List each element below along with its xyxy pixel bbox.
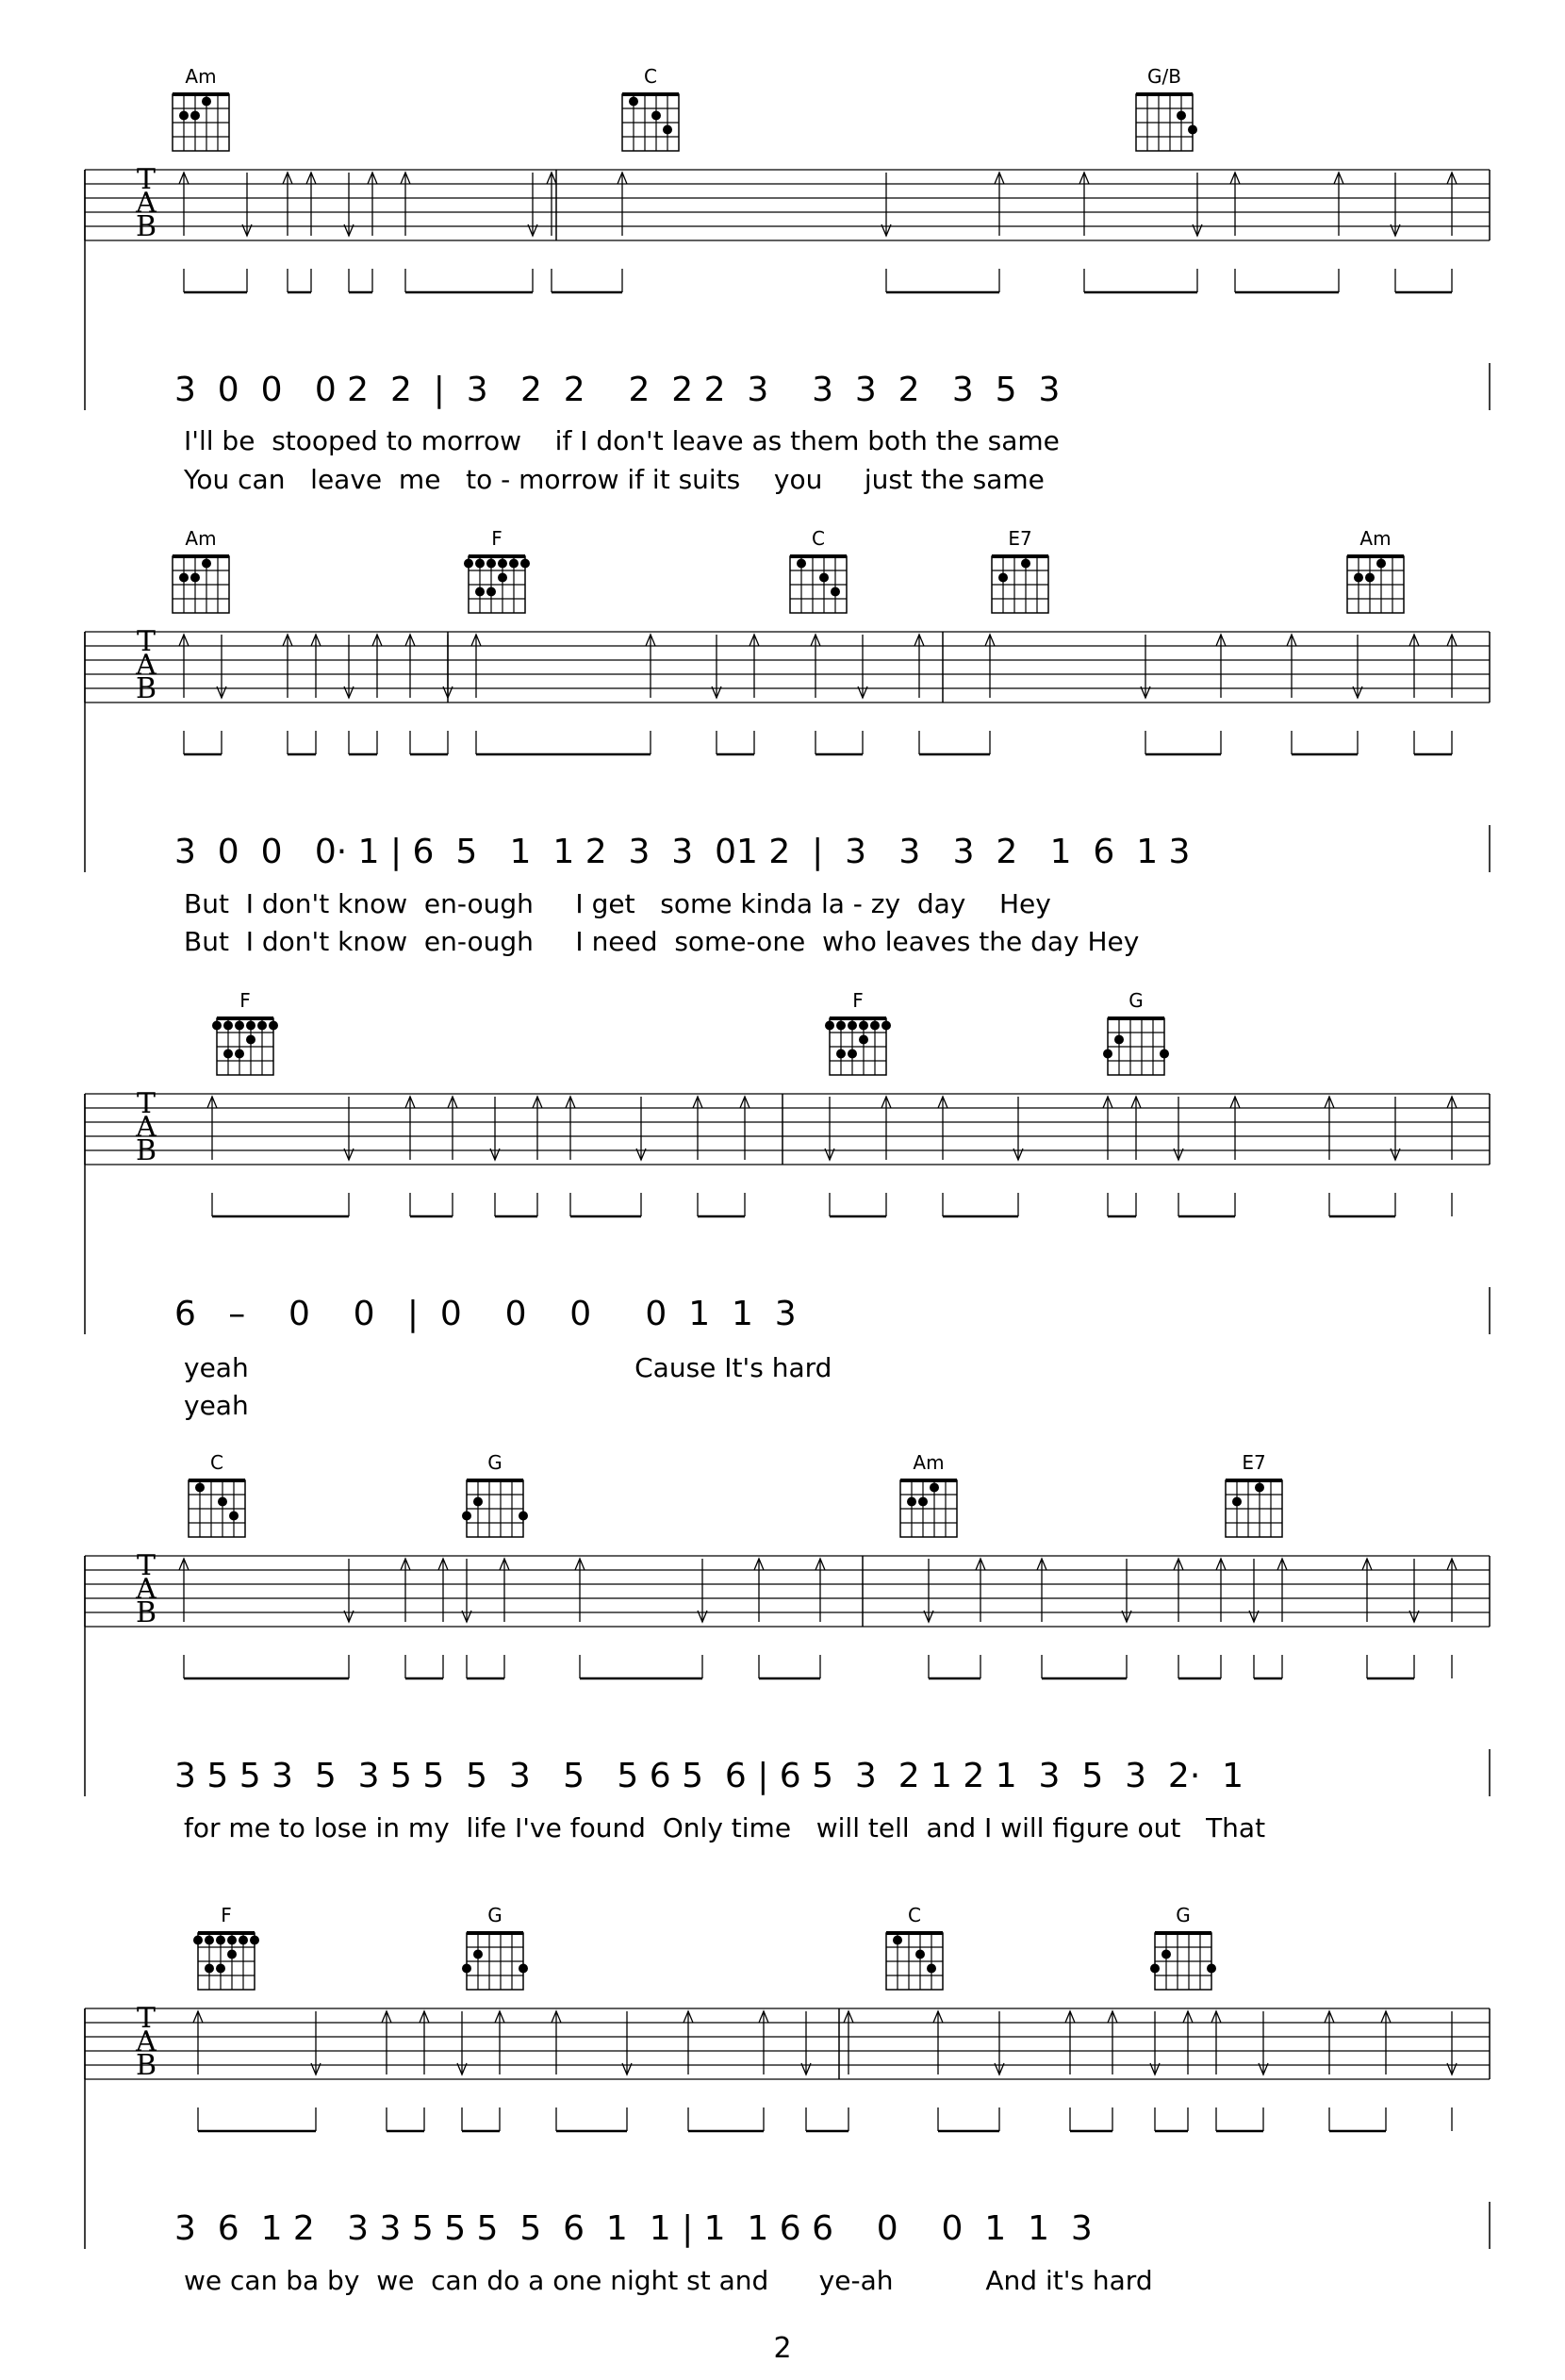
lyric-line: But I don't know en-ough I need some-one who leaves the day Hey xyxy=(184,926,1140,957)
finger-dot xyxy=(1103,1050,1112,1059)
chord-name: C xyxy=(812,527,825,550)
lyric-line: But I don't know en-ough I get some kinda la - zy day Hey xyxy=(184,888,1051,919)
finger-dot xyxy=(520,559,530,569)
finger-dot xyxy=(998,573,1008,583)
finger-dot xyxy=(239,1936,248,1945)
finger-dot xyxy=(893,1936,902,1945)
finger-dot xyxy=(257,1021,267,1031)
finger-dot xyxy=(1255,1483,1264,1493)
finger-dot xyxy=(193,1936,203,1945)
finger-dot xyxy=(223,1021,233,1031)
finger-dot xyxy=(202,97,211,107)
finger-dot xyxy=(831,587,840,597)
chord-name: G/B xyxy=(1147,65,1181,88)
finger-dot xyxy=(269,1021,278,1031)
jianpu-notation: 3 6 1 2 3 3 5 5 5 5 6 1 1 | 1 1 6 6 0 0 1 1 3 xyxy=(174,2209,1093,2248)
chord-name: E7 xyxy=(1242,1451,1266,1474)
chord-name: Am xyxy=(1359,527,1392,550)
finger-dot xyxy=(519,1964,528,1974)
finger-dot xyxy=(1150,1964,1160,1974)
chord-name: F xyxy=(221,1904,232,1926)
chord-name: F xyxy=(239,989,251,1012)
chord-name: Am xyxy=(913,1451,945,1474)
chord-name: F xyxy=(491,527,502,550)
finger-dot xyxy=(212,1021,222,1031)
finger-dot xyxy=(1114,1035,1124,1045)
finger-dot xyxy=(1232,1497,1242,1507)
finger-dot xyxy=(227,1936,237,1945)
finger-dot xyxy=(498,573,507,583)
finger-dot xyxy=(246,1021,255,1031)
finger-dot xyxy=(519,1512,528,1521)
finger-dot xyxy=(870,1021,880,1031)
tab-label: A xyxy=(136,649,156,682)
tab-label: B xyxy=(135,672,157,705)
system xyxy=(85,65,1490,495)
chord-name: E7 xyxy=(1008,527,1032,550)
finger-dot xyxy=(1376,559,1386,569)
finger-dot xyxy=(836,1050,846,1059)
chord-diagram xyxy=(464,527,530,613)
finger-dot xyxy=(927,1964,936,1974)
finger-dot xyxy=(1354,573,1363,583)
finger-dot xyxy=(509,559,519,569)
finger-dot xyxy=(235,1021,244,1031)
system xyxy=(85,1904,1490,2296)
tab-label: T xyxy=(136,625,156,658)
chord-diagram xyxy=(790,527,847,613)
chord-name: F xyxy=(852,989,864,1012)
chord-diagram xyxy=(1136,65,1197,151)
system xyxy=(85,527,1490,957)
tab-label: T xyxy=(136,1087,156,1120)
system xyxy=(85,1451,1490,1843)
tab-label: B xyxy=(135,2049,157,2082)
finger-dot xyxy=(1161,1950,1171,1959)
finger-dot xyxy=(907,1497,916,1507)
finger-dot xyxy=(473,1950,483,1959)
finger-dot xyxy=(462,1964,471,1974)
finger-dot xyxy=(1177,111,1186,121)
finger-dot xyxy=(930,1483,939,1493)
chord-diagram xyxy=(462,1451,528,1537)
tab-label: A xyxy=(136,2025,156,2058)
chord-diagram xyxy=(193,1904,259,1990)
finger-dot xyxy=(464,559,473,569)
lyric-line: yeah xyxy=(184,1390,249,1421)
chord-name: Am xyxy=(185,527,217,550)
finger-dot xyxy=(1021,559,1030,569)
chord-diagram xyxy=(1103,989,1169,1075)
finger-dot xyxy=(246,1035,255,1045)
finger-dot xyxy=(179,111,189,121)
finger-dot xyxy=(819,573,829,583)
jianpu-notation: 6 – 0 0 | 0 0 0 0 1 1 3 xyxy=(174,1295,797,1333)
chord-name: C xyxy=(210,1451,223,1474)
finger-dot xyxy=(216,1936,225,1945)
tab-label: A xyxy=(136,1573,156,1606)
chord-diagram xyxy=(622,65,679,151)
chord-diagram xyxy=(212,989,278,1075)
finger-dot xyxy=(1188,125,1197,135)
finger-dot xyxy=(848,1021,857,1031)
chord-diagram xyxy=(189,1451,245,1537)
finger-dot xyxy=(223,1050,233,1059)
chord-diagram xyxy=(1226,1451,1282,1537)
finger-dot xyxy=(179,573,189,583)
finger-dot xyxy=(190,111,200,121)
chord-name: G xyxy=(487,1904,502,1926)
chord-name: G xyxy=(1176,1904,1191,1926)
tab-label: T xyxy=(136,163,156,196)
finger-dot xyxy=(195,1483,205,1493)
jianpu-notation: 3 0 0 0 2 2 | 3 2 2 2 2 2 3 3 3 2 3 5 3 xyxy=(174,371,1061,409)
chord-diagram xyxy=(1347,527,1404,613)
chord-name: Am xyxy=(185,65,217,88)
finger-dot xyxy=(235,1050,244,1059)
finger-dot xyxy=(859,1021,868,1031)
tab-label: B xyxy=(135,210,157,243)
chord-diagram xyxy=(825,989,891,1075)
finger-dot xyxy=(629,97,638,107)
systems-layer xyxy=(85,65,1490,2296)
finger-dot xyxy=(229,1512,239,1521)
finger-dot xyxy=(848,1050,857,1059)
finger-dot xyxy=(651,111,661,121)
finger-dot xyxy=(1160,1050,1169,1059)
tab-label: B xyxy=(135,1134,157,1167)
finger-dot xyxy=(218,1497,227,1507)
lyric-line: for me to lose in my life I've found Only time will tell and I will figure out That xyxy=(184,1812,1266,1843)
tab-label: T xyxy=(136,1549,156,1582)
tab-label: A xyxy=(136,1111,156,1144)
finger-dot xyxy=(915,1950,925,1959)
chord-diagram xyxy=(173,65,229,151)
finger-dot xyxy=(486,559,496,569)
finger-dot xyxy=(462,1512,471,1521)
finger-dot xyxy=(836,1021,846,1031)
lyric-line: You can leave me to - morrow if it suits you just the same xyxy=(184,464,1045,495)
finger-dot xyxy=(918,1497,928,1507)
lyric-line: I'll be stooped to morrow if I don't leave as them both the same xyxy=(184,425,1060,456)
lyric-line: we can ba by we can do a one night st and ye-ah And it's hard xyxy=(184,2265,1153,2296)
finger-dot xyxy=(881,1021,891,1031)
finger-dot xyxy=(473,1497,483,1507)
chord-diagram xyxy=(462,1904,528,1990)
finger-dot xyxy=(205,1964,214,1974)
finger-dot xyxy=(216,1964,225,1974)
page-number: 2 xyxy=(773,2332,792,2365)
finger-dot xyxy=(498,559,507,569)
finger-dot xyxy=(859,1035,868,1045)
chord-diagram xyxy=(173,527,229,613)
jianpu-notation: 3 0 0 0· 1 | 6 5 1 1 2 3 3 01 2 | 3 3 3 2 1 6 1 3 xyxy=(174,833,1191,871)
finger-dot xyxy=(663,125,672,135)
chord-name: G xyxy=(487,1451,502,1474)
chord-diagram xyxy=(886,1904,943,1990)
system xyxy=(85,989,1490,1421)
finger-dot xyxy=(1207,1964,1216,1974)
chord-name: C xyxy=(908,1904,921,1926)
finger-dot xyxy=(202,559,211,569)
lyric-line: yeah Cause It's hard xyxy=(184,1352,832,1383)
finger-dot xyxy=(475,559,485,569)
finger-dot xyxy=(1365,573,1375,583)
finger-dot xyxy=(250,1936,259,1945)
finger-dot xyxy=(797,559,806,569)
jianpu-notation: 3 5 5 3 5 3 5 5 5 3 5 5 6 5 6 | 6 5 3 2 1 2 1 3 5 3 2· 1 xyxy=(174,1757,1244,1795)
tab-label: B xyxy=(135,1596,157,1629)
chord-diagram xyxy=(992,527,1048,613)
finger-dot xyxy=(205,1936,214,1945)
finger-dot xyxy=(825,1021,834,1031)
finger-dot xyxy=(227,1950,237,1959)
finger-dot xyxy=(475,587,485,597)
chord-diagram xyxy=(900,1451,957,1537)
chord-name: C xyxy=(644,65,657,88)
chord-name: G xyxy=(1128,989,1144,1012)
tab-label: T xyxy=(136,2002,156,2035)
tab-label: A xyxy=(136,187,156,220)
finger-dot xyxy=(486,587,496,597)
finger-dot xyxy=(190,573,200,583)
chord-diagram xyxy=(1150,1904,1216,1990)
